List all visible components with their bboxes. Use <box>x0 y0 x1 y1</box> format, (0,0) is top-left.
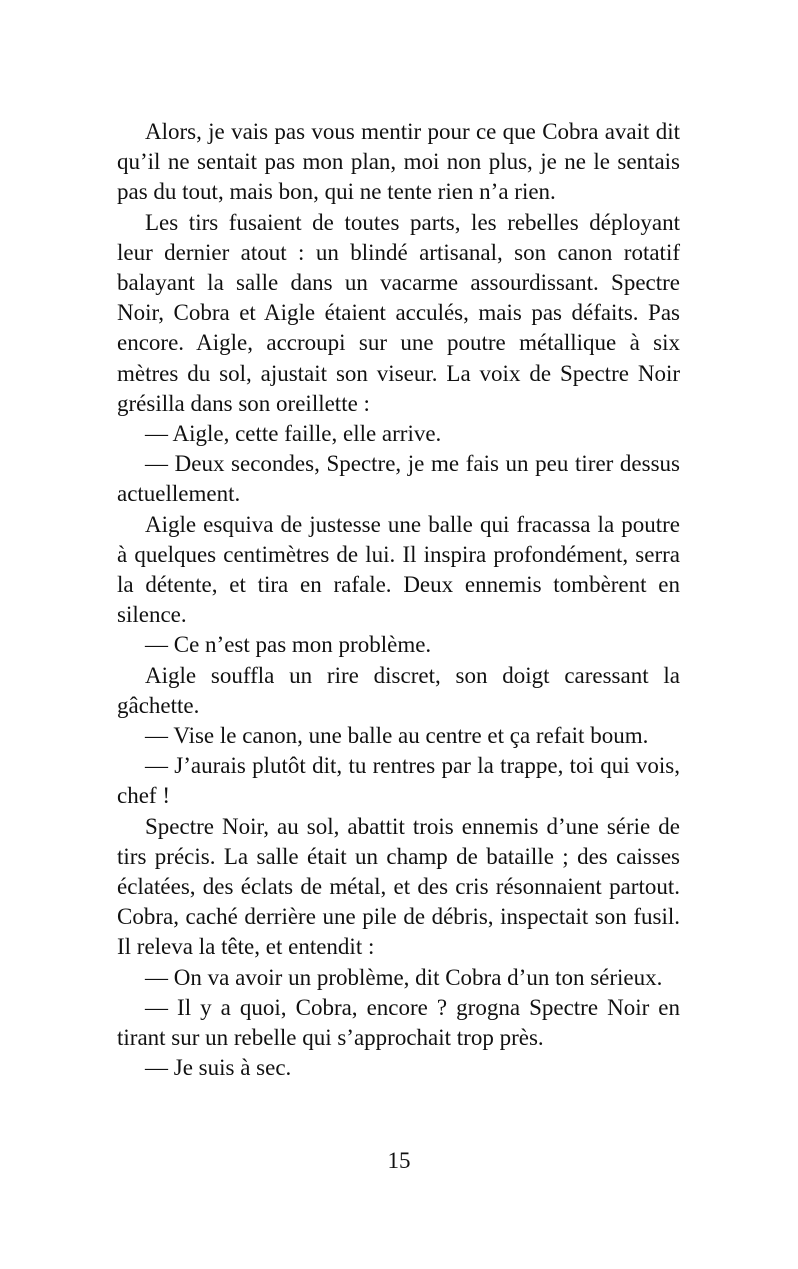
dialogue-line: — Il y a quoi, Cobra, encore ? grogna Spectre Noir en tirant sur un rebelle qui s’approchait trop près. <box>117 994 680 1051</box>
dialogue-line: — Vise le canon, une balle au centre et ça refait boum. <box>145 723 649 749</box>
paragraph: Aigle esquiva de justesse une balle qui fracassa la poutre à quelques centimètres de lui. Il inspira profondément, serra la détente, et tira en rafale. Deux ennemis tombèrent en silence. <box>117 511 680 628</box>
paragraph: Aigle souffla un rire discret, son doigt caressant la gâchette. <box>117 662 680 718</box>
dialogue-line: — On va avoir un problème, dit Cobra d’un ton sérieux. <box>145 964 663 990</box>
dialogue-line: — Ce n’est pas mon problème. <box>145 632 432 658</box>
dialogue-line: — Je suis à sec. <box>145 1055 292 1081</box>
page-text <box>117 117 680 1084</box>
paragraph: Spectre Noir, au sol, abattit trois ennemis d’une série de tirs précis. La salle était un champ de bataille ; des caisses éclatées, des éclats de métal, et des cris résonnaient partout. Cobra, caché derrière une pile de débris, inspectait son fusil. Il releva la tête, et entendit : <box>117 813 680 960</box>
page-number: 15 <box>387 1148 411 1173</box>
paragraph: Alors, je vais pas vous mentir pour ce que Cobra avait dit qu’il ne sentait pas mon plan, moi non plus, je ne le sentais pas du tout, mais bon, qui ne tente rien n’a rien. <box>117 119 680 205</box>
dialogue-line: — Aigle, cette faille, elle arrive. <box>145 421 442 447</box>
dialogue-line: — J’aurais plutôt dit, tu rentres par la trappe, toi qui vois, chef ! <box>117 753 680 809</box>
paragraph: Les tirs fusaient de toutes parts, les rebelles déployant leur dernier atout : un blindé artisanal, son canon rotatif balayant la salle dans un vacarme assourdissant. Spectre Noir, Cobra et Aigle étaient acculés, mais pas défaits. Pas encore. Aigle, accroupi sur une poutre métallique à six mètres du sol, ajustait son viseur. La voix de Spectre Noir grésilla dans son oreillette : <box>117 209 680 416</box>
dialogue-line: — Deux secondes, Spectre, je me fais un peu tirer dessus actuellement. <box>117 451 680 507</box>
